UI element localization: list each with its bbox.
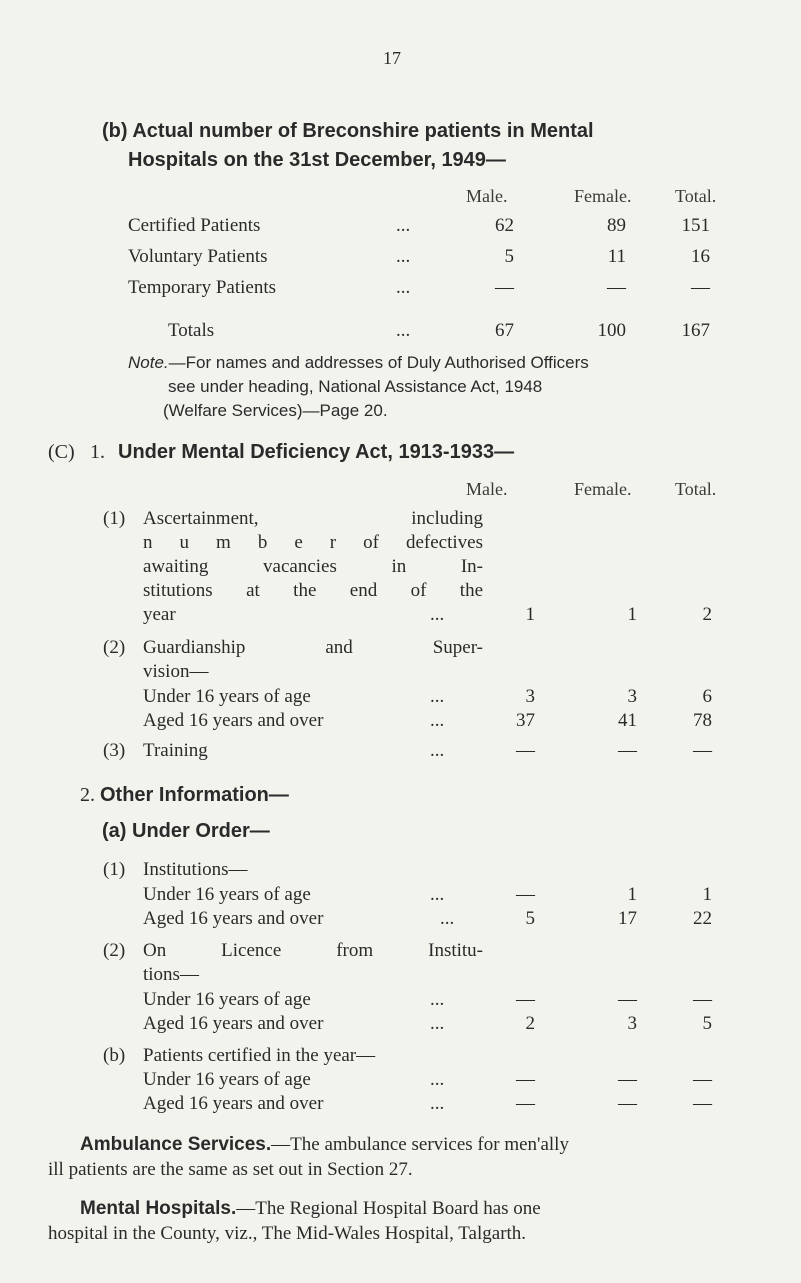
b-row-label: Under 16 years of age [143,1069,311,1090]
a2-line1: On Licence from Institu- [143,940,483,961]
note-line2: see under heading, National Assistance Act, 1948 [168,377,543,396]
row-label-voluntary: Voluntary Patients [128,246,268,267]
section-b-title-line2: Hospitals on the 31st December, 1949— [128,149,506,171]
sub2-row-label: Under 16 years of age [143,686,311,707]
ambulance-text: —The ambulance services for men'ally [271,1134,569,1155]
column-header-female: Female. [574,479,632,499]
sub2-line2: vision— [143,661,209,682]
mental-hospitals-line2: hospital in the County, viz., The Mid-Wales Hospital, Talgarth. [48,1223,527,1244]
cell-female: — [618,1093,637,1114]
a1-label: Institutions— [143,859,248,880]
cell-female: — [618,1069,637,1090]
note-line3: (Welfare Services)—Page 20. [163,401,388,420]
cell-male: — [516,1069,535,1090]
row-dots: ... [396,277,411,298]
a2-number: (2) [103,940,126,961]
sub1-line3: awaiting vacancies in In- [143,556,483,577]
a2-line2: tions— [143,964,199,985]
cell-total: — [693,989,712,1010]
column-header-male: Male. [466,186,508,206]
totals-female: 100 [597,320,626,341]
a1-number: (1) [103,859,126,880]
cell-total: — [691,277,710,298]
cell-male: 37 [516,710,535,731]
row-dots: ... [430,1013,445,1034]
cell-total: 78 [693,710,712,731]
note-label: Note. [128,353,169,372]
mental-hospitals-text: —The Regional Hospital Board has one [236,1198,541,1219]
cell-male: — [516,1093,535,1114]
cell-male: 1 [525,604,535,625]
cell-total: — [693,740,712,761]
cell-female: — [618,989,637,1010]
cell-total: 151 [681,215,710,236]
cell-male: 3 [525,686,535,707]
item1-title: Under Mental Deficiency Act, 1913-1933— [118,441,515,463]
cell-male: 62 [495,215,514,236]
ambulance-title: Ambulance Services. [80,1134,272,1155]
cell-total: — [693,1093,712,1114]
b-number: (b) [103,1045,126,1066]
cell-female: 3 [627,686,637,707]
row-dots: ... [396,215,411,236]
row-dots: ... [430,989,445,1010]
column-header-male: Male. [466,479,508,499]
totals-male: 67 [495,320,514,341]
row-dots: ... [430,740,445,761]
mental-hospitals-line1 [80,1198,541,1220]
a2-row-label: Under 16 years of age [143,989,311,1010]
cell-total: — [693,1069,712,1090]
cell-male: — [516,989,535,1010]
item2-number: 2. [80,784,95,806]
a-title: (a) Under Order— [102,820,270,842]
cell-male: — [516,884,535,905]
cell-female: 41 [618,710,637,731]
row-dots: ... [440,908,455,929]
section-b-title-line1: (b) Actual number of Breconshire patients in Mental [102,120,594,142]
cell-total: 16 [691,246,710,267]
cell-female: 1 [627,604,637,625]
sub1-line4: stitutions at the end of the [143,580,483,601]
column-header-female: Female. [574,186,632,206]
b-label: Patients certified in the year— [143,1045,376,1066]
row-dots: ... [430,710,445,731]
b-row-label: Aged 16 years and over [143,1093,324,1114]
row-dots: ... [430,884,445,905]
mental-hospitals-title: Mental Hospitals. [80,1198,237,1219]
totals-total: 167 [681,320,710,341]
sub2-number: (2) [103,637,126,658]
note-text: —For names and addresses of Duly Authorised Officers [168,353,589,372]
row-label-certified: Certified Patients [128,215,261,236]
row-dots: ... [430,1093,445,1114]
cell-male: — [516,740,535,761]
cell-male: 5 [504,246,514,267]
sub1-line1: Ascertainment, including [143,508,483,529]
row-dots: ... [396,246,411,267]
note-line1 [128,353,589,373]
column-header-total: Total. [675,479,717,499]
cell-male: 2 [525,1013,535,1034]
ambulance-line2: ill patients are the same as set out in Section 27. [48,1159,413,1180]
page-number: 17 [383,48,401,68]
sub3-label: Training [143,740,208,761]
row-dots: ... [430,686,445,707]
row-label-temporary: Temporary Patients [128,277,276,298]
sub1-number: (1) [103,508,126,529]
cell-female: 3 [627,1013,637,1034]
cell-female: 11 [607,246,626,267]
sub2-row-label: Aged 16 years and over [143,710,324,731]
sub3-number: (3) [103,740,126,761]
cell-male: — [495,277,514,298]
cell-female: 89 [607,215,626,236]
totals-label: Totals [168,320,215,341]
section-c-prefix: (C) [48,441,75,463]
sub2-line1: Guardianship and Super- [143,637,483,658]
cell-total: 22 [693,908,712,929]
cell-total: 2 [702,604,712,625]
a2-row-label: Aged 16 years and over [143,1013,324,1034]
item2-title: Other Information— [100,784,289,806]
column-header-total: Total. [675,186,717,206]
sub1-line5: year [143,604,176,625]
cell-total: 1 [702,884,712,905]
cell-female: 17 [618,908,637,929]
cell-male: 5 [525,908,535,929]
row-dots: ... [430,1069,445,1090]
cell-female: 1 [627,884,637,905]
ambulance-line1 [80,1134,569,1156]
a1-row-label: Under 16 years of age [143,884,311,905]
item1-number: 1. [90,441,105,463]
sub1-line2: n u m b e r of defectives [143,532,483,553]
cell-female: — [618,740,637,761]
cell-total: 5 [702,1013,712,1034]
row-dots: ... [430,604,445,625]
a1-row-label: Aged 16 years and over [143,908,324,929]
cell-female: — [607,277,626,298]
cell-total: 6 [702,686,712,707]
row-dots: ... [396,320,411,341]
